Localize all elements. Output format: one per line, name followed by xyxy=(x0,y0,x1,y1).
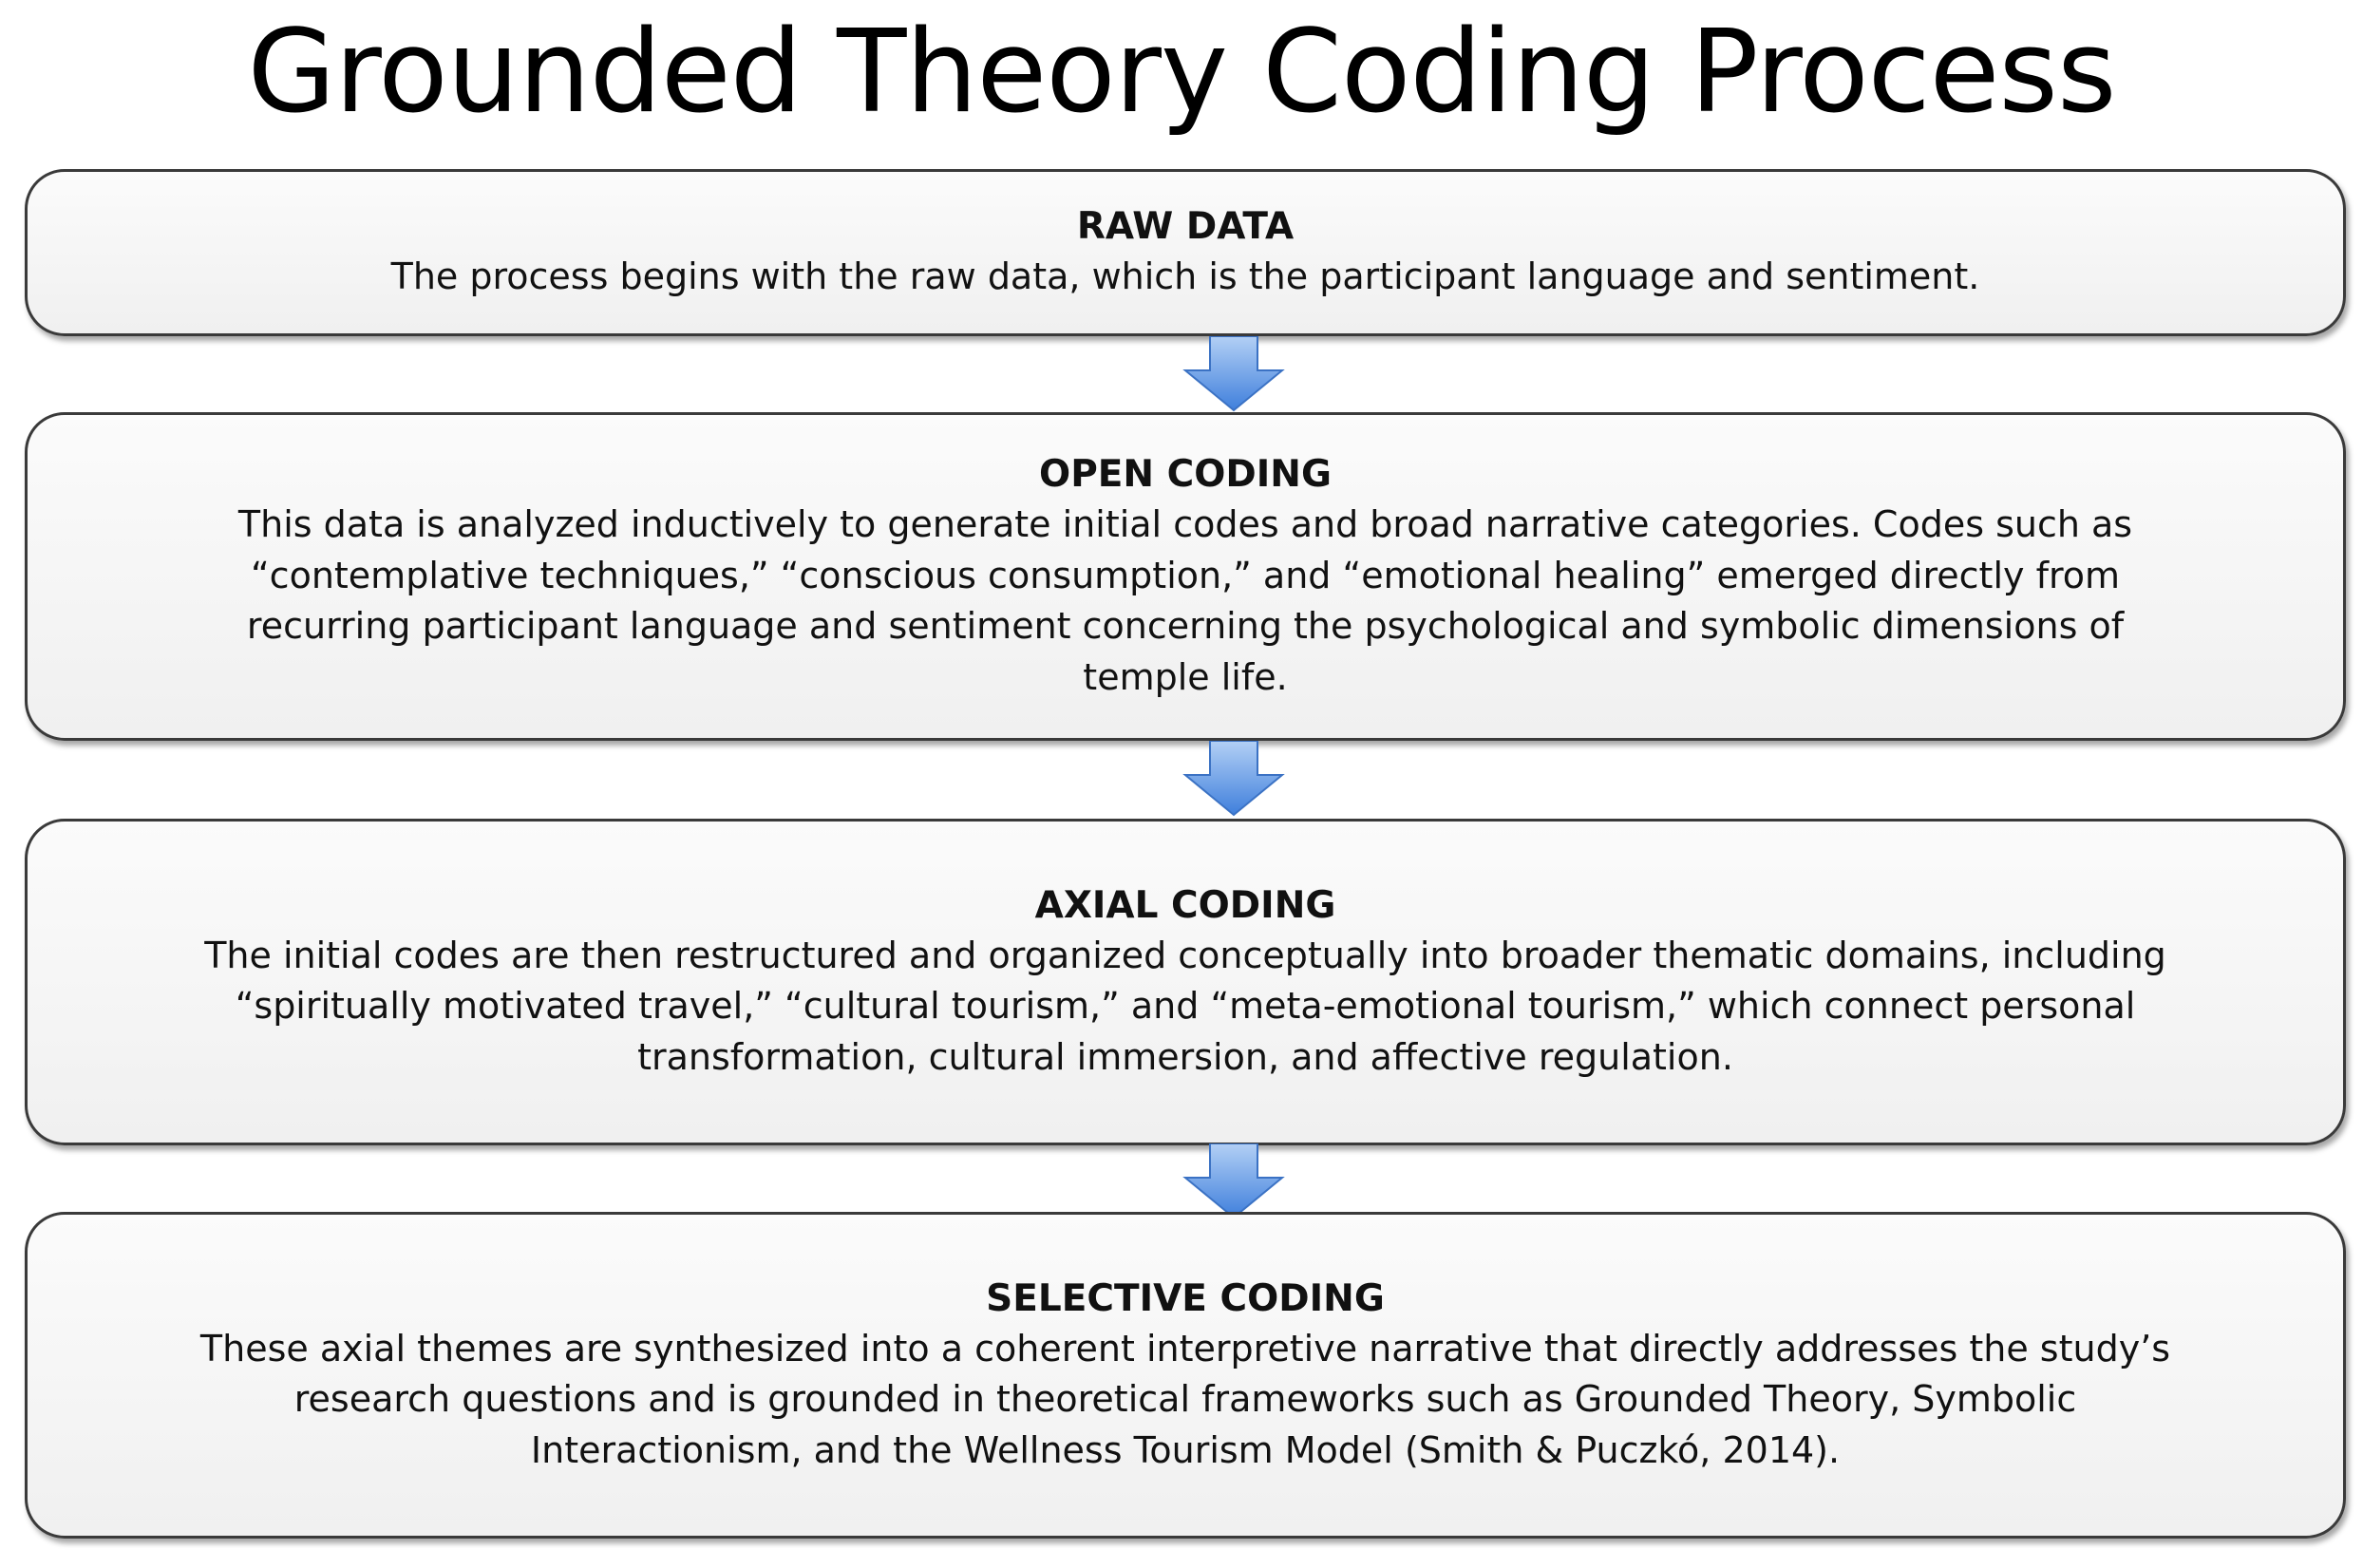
down-arrow-icon xyxy=(1182,336,1286,412)
step-line: Interactionism, and the Wellness Tourism Model (Smith & Puczkó, 2014). xyxy=(530,1428,1841,1471)
step-description xyxy=(391,252,1980,303)
step-description xyxy=(204,931,2166,1084)
step-axial-coding xyxy=(25,819,2346,1145)
step-description xyxy=(238,500,2132,703)
step-heading: AXIAL CODING xyxy=(1034,883,1336,927)
step-line: “spiritually motivated travel,” “cultural tourism,” and “meta-emotional tourism,” which connect personal xyxy=(235,985,2136,1028)
step-selective-coding xyxy=(25,1212,2346,1539)
step-line: The process begins with the raw data, which is the participant language and sentiment. xyxy=(390,255,1980,298)
step-line: The initial codes are then restructured and organized conceptually into broader thematic domains, including xyxy=(204,934,2166,976)
step-heading: SELECTIVE CODING xyxy=(986,1276,1385,1320)
step-line: “contemplative techniques,” “conscious consumption,” and “emotional healing” emerged directly from xyxy=(250,554,2121,596)
step-line: recurring participant language and sentiment concerning the psychological and symbolic dimensions of xyxy=(246,605,2125,647)
down-arrow-icon xyxy=(1182,1143,1286,1219)
step-line: This data is analyzed inductively to generate initial codes and broad narrative categories. Codes such as xyxy=(237,503,2133,545)
step-heading: RAW DATA xyxy=(1076,205,1295,249)
step-line: research questions and is grounded in theoretical frameworks such as Grounded Theory, Symbolic xyxy=(293,1378,2077,1421)
step-raw-data xyxy=(25,169,2346,336)
step-line: temple life. xyxy=(1083,655,1288,698)
step-description xyxy=(200,1324,2170,1477)
step-line: transformation, cultural immersion, and affective regulation. xyxy=(637,1035,1733,1078)
step-line: These axial themes are synthesized into a coherent interpretive narrative that directly addresses the study’s xyxy=(199,1327,2171,1370)
diagram-title: Grounded Theory Coding Process xyxy=(247,7,2116,139)
step-heading: OPEN CODING xyxy=(1039,453,1332,496)
step-open-coding xyxy=(25,412,2346,741)
down-arrow-icon xyxy=(1182,741,1286,817)
